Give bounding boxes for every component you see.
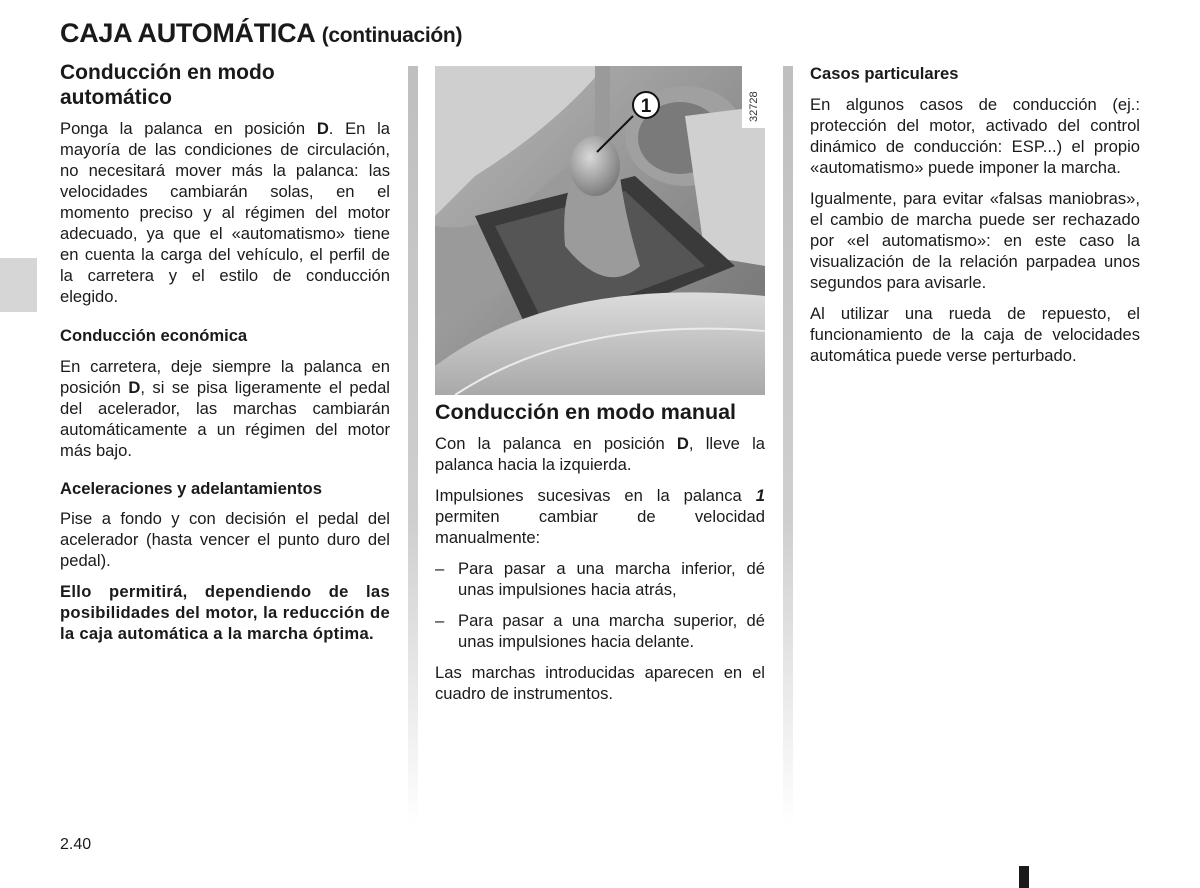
subheading-acceleration: Aceleraciones y adelantamientos [60, 479, 322, 498]
paragraph-spare-wheel: Al utilizar una rueda de repuesto, el funcionamiento de la caja de velocidades automática puede verse perturbado. [810, 304, 1140, 365]
gear-lever-photo [435, 66, 765, 395]
subheading-economic: Conducción económica [60, 326, 248, 345]
paragraph-special-cases: En algunos casos de conducción (ej.: protección del motor, activado del control dinámico de conducción: ESP...) el propio «automatismo» puede imponer la marcha. [810, 95, 1140, 177]
figure-reference-number: 32728 [748, 91, 760, 122]
column-divider-right [783, 66, 793, 826]
paragraph-economic: En carretera, deje siempre la palanca en posición D, si se pisa ligeramente el pedal del acelerador, las marchas cambiarán automáticamente a un régimen del motor más bajo. [60, 357, 390, 460]
paragraph-acceleration-note: Ello permitirá, dependiendo de las posibilidades del motor, la reducción de la caja automática a la marcha óptima. [60, 582, 390, 643]
figure-callout-1: 1 [640, 96, 652, 117]
section-heading-manual: Conducción en modo manual [435, 400, 737, 424]
page-number: 2.40 [60, 836, 92, 853]
paragraph-false-manoeuvres: Igualmente, para evitar «falsas maniobras», el cambio de marcha puede ser rechazado por «el automatismo»: en este caso la visualización de la relación parpadea unos segundos para avisarle. [810, 189, 1140, 292]
page-corner-mark [1019, 866, 1029, 888]
middle-column [435, 400, 765, 714]
paragraph-manual-intro: Con la palanca en posición D, lleve la palanca hacia la izquierda. [435, 434, 765, 474]
column-divider-left [408, 66, 418, 826]
section-heading-automatic: Conducción en modo automático [60, 61, 275, 109]
page-title [60, 18, 462, 49]
section-side-tab [0, 258, 37, 312]
list-item-downshift: – Para pasar a una marcha inferior, dé unas impulsiones hacia atrás, [435, 559, 765, 599]
page-title-subtitle: (continuación) [321, 24, 463, 47]
page-title-main: CAJA AUTOMÁTICA [60, 18, 315, 48]
list-item-upshift: – Para pasar a una marcha superior, dé unas impulsiones hacia delante. [435, 611, 765, 651]
left-column [60, 60, 390, 654]
right-column [810, 60, 1140, 376]
paragraph-manual-impulses: Impulsiones sucesivas en la palanca 1 permiten cambiar de velocidad manualmente: [435, 486, 765, 547]
subheading-special-cases: Casos particulares [810, 64, 959, 83]
paragraph-acceleration: Pise a fondo y con decisión el pedal del acelerador (hasta vencer el punto duro del pedal). [60, 509, 390, 570]
paragraph-manual-display: Las marchas introducidas aparecen en el cuadro de instrumentos. [435, 663, 765, 703]
paragraph-automatic: Ponga la palanca en posición D. En la mayoría de las condiciones de circulación, no necesitará mover más la palanca: las velocidades cambiarán solas, en el momento preciso y al régimen del motor adecuado, ya que el «automatismo» tiene en cuenta la carga del vehículo, el perfil de la carretera y el estilo de conducción elegido. [60, 119, 390, 306]
